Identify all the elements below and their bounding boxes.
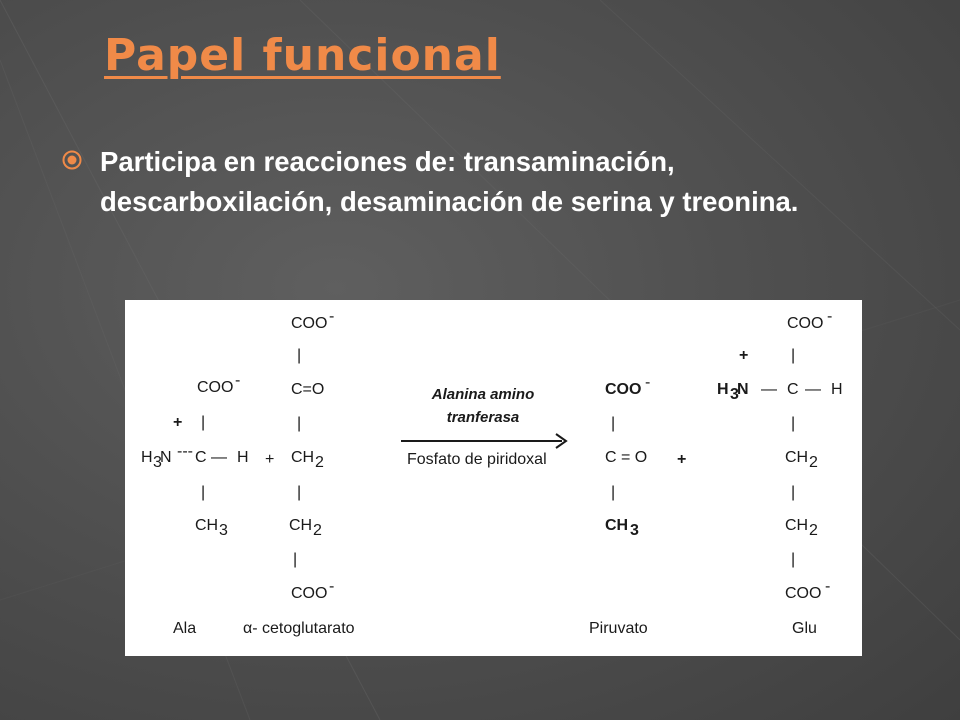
plus-sign-1: +	[265, 451, 275, 468]
glu-bond-2: —	[805, 381, 821, 398]
akg-charge-top: -	[329, 308, 335, 325]
glu-bar-4: |	[791, 551, 796, 568]
pyr-coo: COO	[605, 381, 642, 398]
glu-plus: +	[739, 347, 749, 364]
pyruvate-name: Piruvato	[589, 620, 648, 637]
glu-ch2-1-sub: 2	[809, 454, 818, 471]
akg-c-o: C=O	[291, 381, 325, 398]
reaction-arrow-group	[401, 386, 566, 468]
glu-h3n-sub: 3	[730, 386, 739, 403]
reaction-diagram	[125, 300, 862, 656]
enzyme-name-line2: tranferasa	[446, 409, 520, 426]
glutamate-structure	[717, 308, 843, 637]
transamination-figure	[125, 300, 862, 656]
ala-bar-2: |	[201, 484, 206, 501]
glu-bar-1: |	[791, 347, 796, 364]
pyr-bar-1: |	[611, 415, 616, 432]
akg-coo-top: COO	[291, 315, 328, 332]
ala-h: H	[237, 449, 249, 466]
ala-ch3: CH	[195, 517, 219, 534]
pyr-ch3: CH	[605, 517, 629, 534]
glu-ch2-2-sub: 2	[809, 522, 818, 539]
pyr-ch3-sub: 3	[630, 522, 639, 539]
glu-h3n-h: H	[717, 381, 729, 398]
akg-coo-bot: COO	[291, 585, 328, 602]
pyr-c-o: C = O	[605, 449, 648, 466]
glu-coo-top: COO	[787, 315, 824, 332]
akg-ch2-2-sub: 2	[313, 522, 322, 539]
glu-ch2-2: CH	[785, 517, 809, 534]
pyr-bar-2: |	[611, 484, 616, 501]
plus-sign-2: +	[677, 451, 687, 468]
ala-h3n-n: N	[160, 449, 172, 466]
ala-bar-1: |	[201, 414, 206, 431]
pyruvate-structure	[589, 374, 650, 637]
glu-h3n-n: N	[737, 381, 749, 398]
glu-c: C	[787, 381, 799, 398]
ala-coo: COO	[197, 379, 234, 396]
akg-bar-3: |	[297, 484, 302, 501]
slide-title: Papel funcional	[104, 30, 501, 81]
akg-ch2-1-sub: 2	[315, 454, 324, 471]
glu-bar-2: |	[791, 415, 796, 432]
bullet-text: Participa en reacciones de: transaminación, descarboxilación, desaminación de serina y treonina.	[100, 146, 799, 217]
akg-charge-bot: -	[329, 578, 335, 595]
glu-bond-1: —	[761, 381, 777, 398]
ala-ch3-sub: 3	[219, 522, 228, 539]
ala-bond-1: ---	[177, 443, 193, 460]
ala-plus: +	[173, 414, 183, 431]
circle-dot-icon	[62, 150, 82, 170]
ala-h3n-h: H	[141, 449, 153, 466]
akg-ch2-2: CH	[289, 517, 313, 534]
akg-bar-2: |	[297, 415, 302, 432]
glu-h: H	[831, 381, 843, 398]
alanine-structure	[141, 372, 249, 637]
akg-ch2-1: CH	[291, 449, 315, 466]
pyr-charge: -	[645, 374, 651, 391]
ala-c: C	[195, 449, 207, 466]
glu-coo-bot: COO	[785, 585, 822, 602]
ala-bond-2: —	[211, 449, 227, 466]
ala-h3n-sub: 3	[153, 454, 162, 471]
cofactor-label: Fosfato de piridoxal	[407, 451, 547, 468]
akg-bar-4: |	[293, 551, 298, 568]
akg-bar-1: |	[297, 347, 302, 364]
akg-structure	[243, 308, 355, 637]
akg-name: α- cetoglutarato	[243, 620, 355, 637]
ala-charge: -	[235, 372, 241, 389]
ala-name: Ala	[173, 620, 197, 637]
glu-ch2-1: CH	[785, 449, 809, 466]
glu-bar-3: |	[791, 484, 796, 501]
enzyme-name-line1: Alanina amino	[431, 386, 535, 403]
glu-charge-bot: -	[825, 578, 831, 595]
glu-charge-top: -	[827, 308, 833, 325]
glu-name: Glu	[792, 620, 817, 637]
